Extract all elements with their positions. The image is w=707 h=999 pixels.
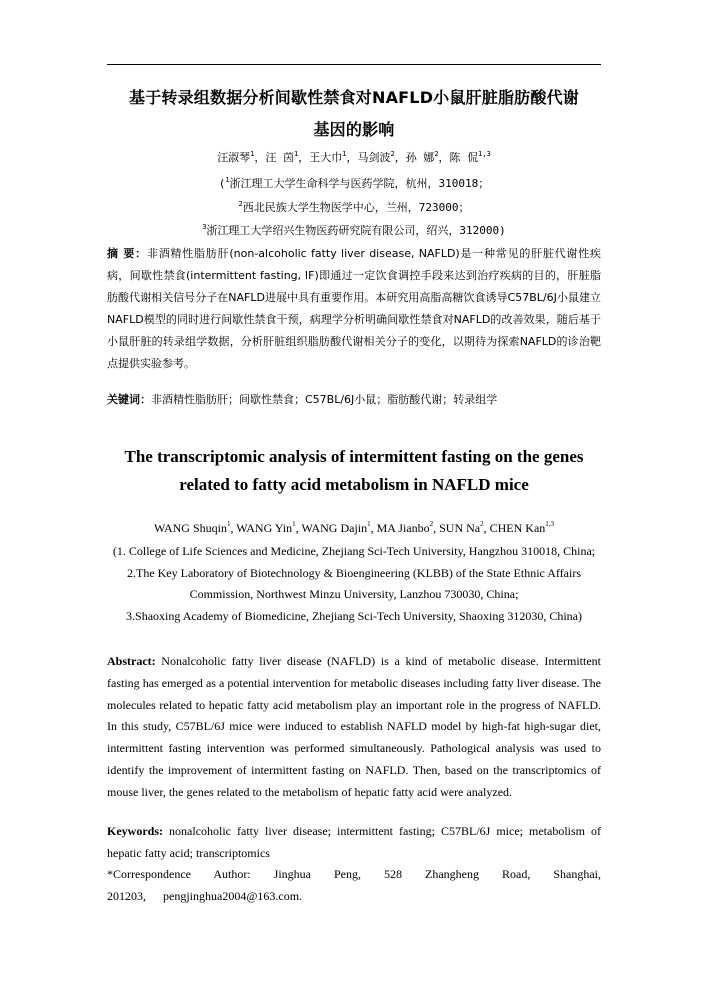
en-author-sep: ,	[295, 521, 302, 535]
en-keywords	[107, 821, 601, 864]
correspondence-note: *Correspondence Author: Jinghua Peng, 528 Zhangheng Road, Shanghai, 201203, pengjinghua2004@163.com.	[107, 867, 601, 903]
cn-title-line-2: 基因的影响	[313, 120, 395, 139]
cn-author-name: 马剑波	[357, 151, 391, 164]
cn-aff2-sup: 2	[238, 200, 243, 208]
cn-aff3-text: 浙江理工大学绍兴生物医药研究院有限公司，绍兴，312000)	[206, 224, 506, 237]
cn-author-sep: ，	[346, 151, 358, 164]
en-title-line-1: The transcriptomic analysis of intermittent fasting on the genes	[124, 447, 584, 466]
cn-keywords	[107, 391, 601, 409]
en-author-sep: ,	[483, 521, 490, 535]
en-author-list	[107, 520, 601, 536]
en-author-sup: 1	[367, 520, 371, 528]
en-abstract-text: Nonalcoholic fatty liver disease (NAFLD) is a kind of metabolic disease. Intermittent fasting has emerged as a potential intervention for metabolic diseases including fatty liver disease. The molecules related to hepatic fatty acid metabolism play an important role in the progress of NAFLD. In this study, C57BL/6J mice were induced to establish NAFLD model by high-fat high-sugar diet, intermittent fasting intervention was performed simultaneously. Pathological analysis was used to identify the improvement of intermittent fasting on NAFLD. Then, based on the transcriptomics of mouse liver, the genes related to the metabolism of hepatic fatty acid were analyzed.	[107, 654, 601, 799]
en-abstract-label: Abstract:	[107, 654, 156, 668]
en-author-sup: 1	[292, 520, 296, 528]
cn-title-line-1: 基于转录组数据分析间歇性禁食对NAFLD小鼠肝脏脂肪酸代谢	[129, 88, 579, 107]
cn-affiliation-3	[107, 223, 601, 239]
en-author-name: WANG Dajin	[301, 521, 368, 535]
cn-keywords-label: 关键词：	[107, 393, 151, 406]
en-affiliation-3: 3.Shaoxing Academy of Biomedicine, Zhejiang Sci-Tech University, Shaoxing 312030, China)	[126, 608, 582, 623]
en-author-sup: 2	[480, 520, 484, 528]
en-author-sep: ,	[230, 521, 237, 535]
cn-aff2-text: 西北民族大学生物医学中心，兰州，723000；	[242, 201, 470, 214]
header-rule	[107, 64, 601, 65]
cn-author-sep: ，	[438, 151, 450, 164]
cn-author-sep: ，	[394, 151, 406, 164]
en-author-sup: 1	[226, 520, 231, 528]
en-author-sup: 1,3	[545, 520, 555, 528]
cn-aff1-text: 浙江理工大学生命科学与医药学院，杭州，310018；	[229, 177, 490, 190]
en-author-name: MA Jianbo	[376, 521, 430, 535]
en-author-sup: 2	[429, 520, 434, 528]
cn-author-sup: 1,3	[478, 150, 491, 158]
cn-author-sup: 1	[342, 150, 347, 158]
en-author-sep: ,	[370, 521, 377, 535]
en-affiliation-1: (1. College of Life Sciences and Medicine, Zhejiang Sci-Tech University, Hangzhou 310018, China;	[112, 544, 596, 558]
cn-abstract-label: 摘 要：	[107, 247, 147, 260]
cn-author-name: 王大巾	[309, 151, 343, 164]
cn-author-sup: 2	[434, 150, 439, 158]
cn-aff1-sup: 1	[225, 176, 230, 184]
en-author-name: WANG Yin	[236, 521, 293, 535]
cn-author-list	[107, 150, 601, 166]
cn-affiliation-1	[107, 176, 601, 192]
en-title-line-2: related to fatty acid metabolism in NAFLD mice	[179, 475, 529, 494]
cn-author-name: 陈 侃	[449, 151, 479, 164]
cn-author-sup: 1	[294, 150, 299, 158]
cn-author-name: 孙 娜	[405, 151, 435, 164]
en-author-name: WANG Shuqin	[153, 521, 227, 535]
cn-abstract-text: 非酒精性脂肪肝(non-alcoholic fatty liver disease, NAFLD)是一种常见的肝脏代谢性疾病，间歇性禁食(intermittent fasting, IF)即通过一定饮食调控手段来达到治疗疾病的目的，肝脏脂肪酸代谢相关信号分子在NAFLD进展中具有重要作用。本研究用高脂高糖饮食诱导C57BL/6J小鼠建立NAFLD模型的同时进行间歇性禁食干预，病理学分析明确间歇性禁食对NAFLD的改善效果，随后基于小鼠肝脏的转录组学数据，分析肝脏组织脂肪酸代谢相关分子的变化，以期待为探索NAFLD的诊治靶点提供实验参考。	[107, 247, 601, 370]
cn-author-name: 汪 茵	[265, 151, 295, 164]
cn-aff3-sup: 3	[202, 223, 207, 231]
en-author-name: SUN Na	[439, 521, 481, 535]
cn-abstract	[107, 243, 601, 375]
en-abstract	[107, 651, 601, 804]
cn-author-sep: ，	[298, 151, 310, 164]
cn-affiliation-2	[107, 200, 601, 216]
en-author-name: CHEN Kan	[489, 521, 546, 535]
en-keywords-text: nonalcoholic fatty liver disease; intermittent fasting; C57BL/6J mice; metabolism of hepatic fatty acid; transcriptomics	[107, 824, 601, 860]
cn-author-sup: 1	[250, 150, 255, 158]
cn-aff1-open: (	[218, 177, 226, 190]
cn-author-name: 汪淑琴	[217, 151, 251, 164]
en-affiliations	[107, 541, 601, 627]
en-keywords-label: Keywords:	[107, 824, 163, 838]
cn-keywords-text: 非酒精性脂肪肝；间歇性禁食；C57BL/6J小鼠；脂肪酸代谢；转录组学	[151, 393, 498, 406]
cn-author-sup: 2	[390, 150, 395, 158]
en-affiliation-2: 2.The Key Laboratory of Biotechnology & Bioengineering (KLBB) of the State Ethnic Affairs Commission, Northwest Minzu University, Lanzhou 730030, China;	[126, 565, 581, 601]
cn-author-sep: ，	[254, 151, 266, 164]
en-author-sep: ,	[433, 521, 440, 535]
